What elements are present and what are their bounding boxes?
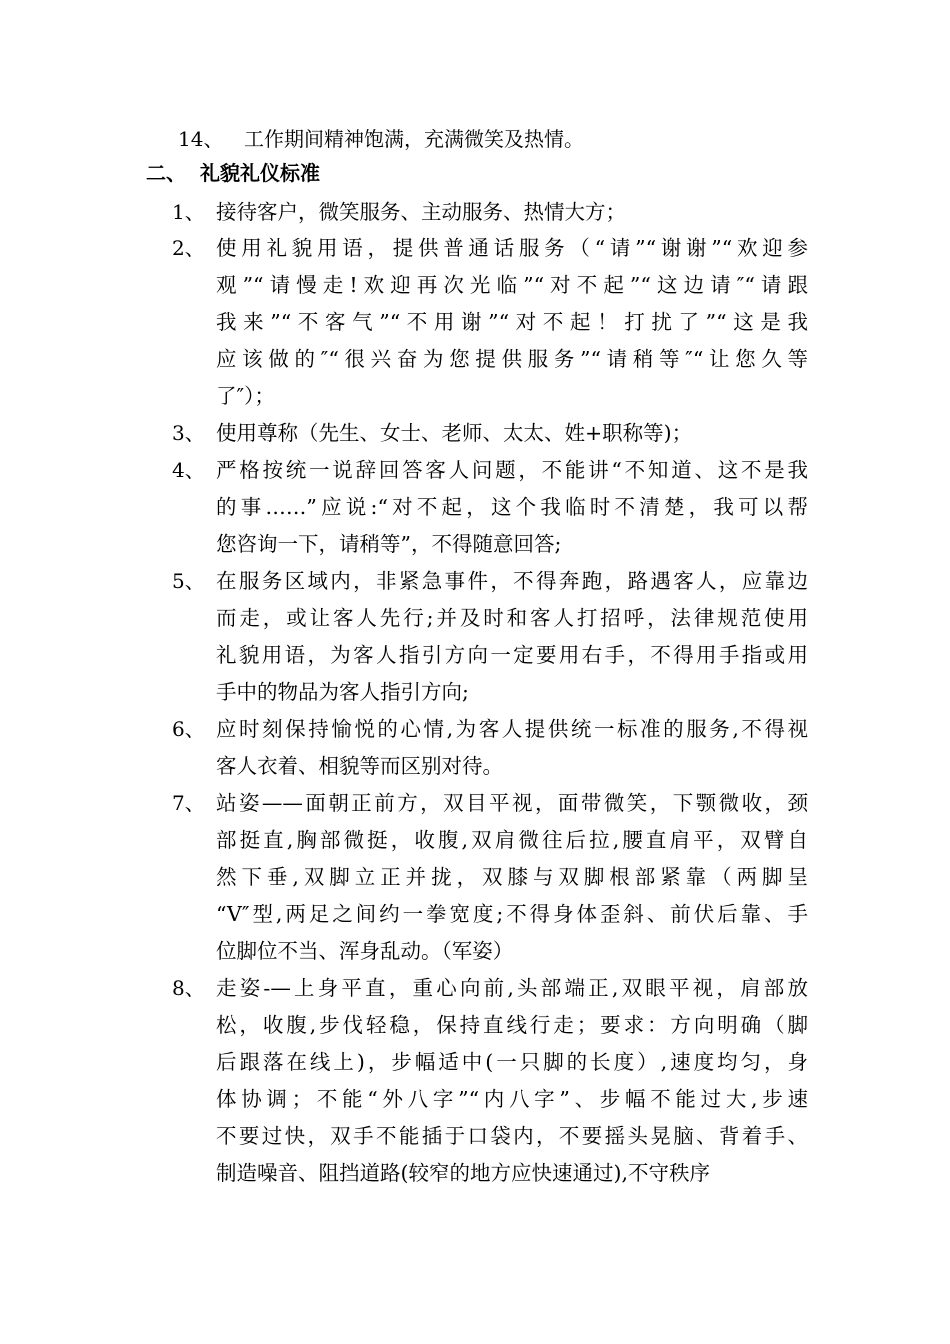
item-number: 6、 [172,717,205,741]
text-line: 严格按统一说辞回答客人问题，不能讲“不知道、这不是我 [216,458,808,482]
item-text [216,415,808,452]
item-text [216,194,808,231]
item-number: 3、 [172,421,205,445]
item-number: 14、 [178,127,224,151]
text-line: 走姿-—上身平直，重心向前,头部端正,双眼平视，肩部放 [216,976,808,1000]
item-text [216,711,808,785]
text-line: 站姿——面朝正前方，双目平视，面带微笑，下颚微收，颈 [216,791,808,815]
section-number: 二、 [146,161,186,185]
item-text [216,452,808,563]
text-line: 使用礼貌用语，提供普通话服务（“请”“谢谢”“欢迎参 [216,236,808,260]
text-line: 客人衣着、相貌等而区别对待。 [216,754,503,778]
text-line: 制造噪音、阻挡道路(较窄的地方应快速通过),不守秩序 [216,1161,711,1185]
item-text [216,563,808,711]
item-number: 5、 [172,569,205,593]
text-line: 应该做的″“很兴奋为您提供服务”“请稍等″“让您久等 [216,347,808,371]
item-text [216,970,808,1192]
item-text: 工作期间精神饱满，充满微笑及热情。 [244,127,584,151]
text-line: 我来”“不客气”“不用谢”“对不起！打扰了”“这是我 [216,310,808,334]
text-line: 手中的物品为客人指引方向; [216,680,469,704]
item-number: 2、 [172,236,205,260]
text-line: 在服务区域内，非紧急事件，不得奔跑，路遇客人，应靠边 [216,569,808,593]
item-number: 8、 [172,976,205,1000]
text-line: 位脚位不当、浑身乱动。（军姿） [216,939,514,963]
text-line: 的事……”应说:“对不起，这个我临时不清楚，我可以帮 [216,495,808,519]
text-line: 礼貌用语，为客人指引方向一定要用右手，不得用手指或用 [216,643,808,667]
item-number: 1、 [172,200,205,224]
text-line: 然下垂,双脚立正并拢，双膝与双脚根部紧靠（两脚呈 [216,865,808,889]
text-line: 部挺直,胸部微挺，收腹,双肩微往后拉,腰直肩平，双臂自 [216,828,808,852]
section-title: 礼貌礼仪标准 [200,161,320,185]
text-line: 不要过快，双手不能插于口袋内，不要摇头晃脑、背着手、 [216,1124,808,1148]
text-line: 了″）； [216,384,275,408]
text-line: 体协调；不能“外八字”“内八字”、步幅不能过大,步速 [216,1087,808,1111]
item-number: 4、 [172,458,205,482]
item-text [216,785,808,970]
text-line: 使用尊称（先生、女士、老师、太太、姓+职称等)； [216,421,693,445]
text-line: “V″型,两足之间约一拳宽度;不得身体歪斜、前伏后靠、手 [216,902,808,926]
item-number: 7、 [172,791,205,815]
text-line: 后跟落在线上)，步幅适中(一只脚的长度）,速度均匀，身 [216,1050,808,1074]
text-line: 您咨询一下，请稍等”，不得随意回答; [216,532,562,556]
item-text [216,230,808,415]
text-line: 接待客户，微笑服务、主动服务、热情大方； [216,200,626,224]
text-line: 应时刻保持愉悦的心情,为客人提供统一标准的服务,不得视 [216,717,808,741]
text-line: 观”“请慢走!欢迎再次光临”“对不起”“这边请″“请跟 [216,273,808,297]
text-line: 而走，或让客人先行;并及时和客人打招呼，法律规范使用 [216,606,808,630]
text-line: 松，收腹,步伐轻稳，保持直线行走；要求：方向明确（脚 [216,1013,808,1037]
